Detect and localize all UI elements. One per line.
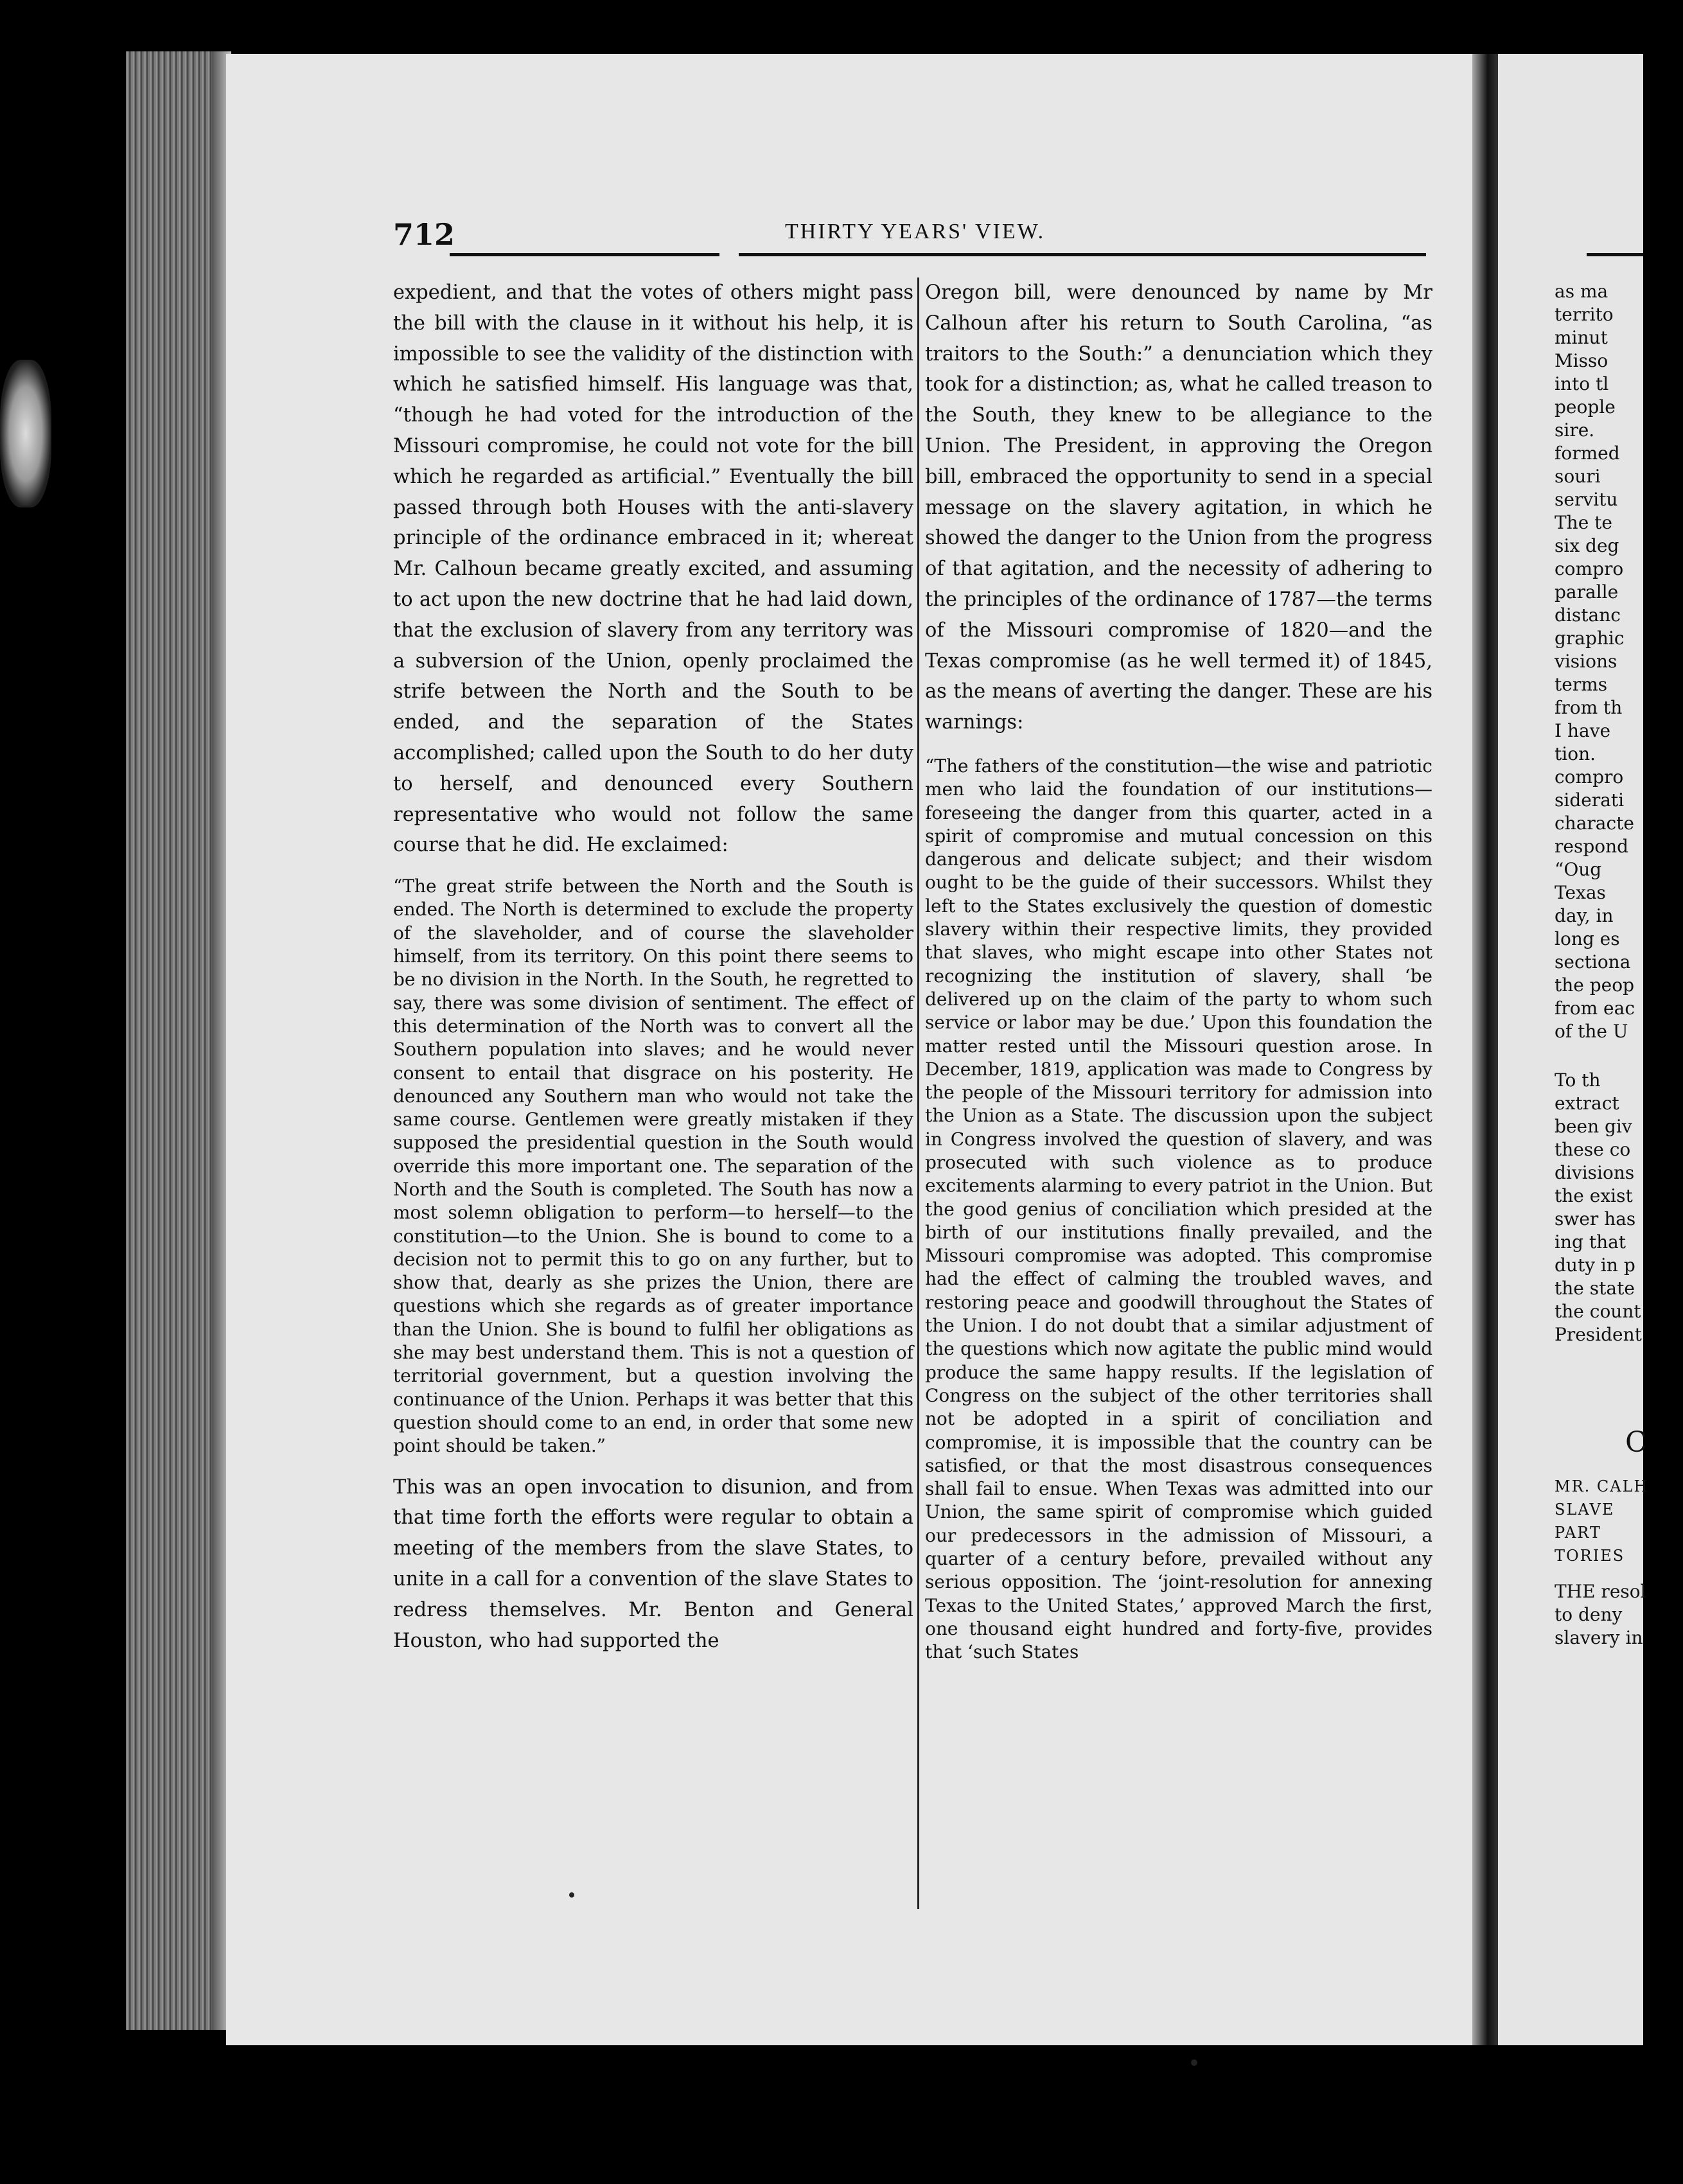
facing-page-line: as ma (1555, 281, 1608, 302)
facing-page-line: graphic (1555, 628, 1625, 649)
facing-page-line: formed (1555, 443, 1620, 464)
page-stain (0, 360, 51, 507)
book-binding-edge (126, 51, 222, 2030)
facing-page-line: sire. (1555, 419, 1595, 441)
middle-column (925, 277, 1432, 1664)
facing-page-line: TORIES (1555, 1547, 1625, 1565)
block-quote: “The fathers of the constitution—the wise and patriotic men who laid the foundation of our institutions—foreseeing the danger from this quarter, acted in a spirit of compromise and mutual concession on this dangerous and delicate subject; and their wisdom ought to be the guide of their successors. Whilst they left to the States exclusively the question of domestic slavery within their respective limits, they provided that slaves, who might escape into other States not recognizing the institution of slavery, shall ‘be delivered up on the claim of the party to whom such service or labor may be due.’ Upon this foundation the matter rested until the Missouri question arose. In December, 1819, application was made to Congress by the people of the Missouri territory for admission into the Union as a State. The discussion upon the subject in Congress involved the question of slavery, and was prosecuted with such violence as to produce excitements alarming to every patriot in the Union. But the good genius of conciliation which presided at the birth of our institutions finally prevailed, and the Missouri compromise was adopted. This compromise had the effect of calming the troubled waves, and restoring peace and goodwill throughout the States of the Union. I do not doubt that a similar adjustment of the questions which now agitate the public mind would produce the same happy results. If the legislation of Congress on the subject of the other territories shall not be adopted in a spirit of conciliation and compromise, it is impossible that the country can be satisfied, or that the most disastrous consequences shall fail to ensue. When Texas was admitted into our Union, the same spirit of compromise which guided our predecessors in the admission of Missouri, a quarter of a century before, prevailed without any serious opposition. The ‘joint-resolution for annexing Texas to the United States,’ approved March the first, one thousand eight hundred and forty-five, provides that ‘such States (925, 755, 1432, 1663)
speck (569, 1892, 574, 1898)
facing-page-line: characte (1555, 813, 1634, 834)
facing-page-line: the peop (1555, 974, 1635, 996)
body-paragraph: This was an open invocation to disunion, and from that time forth the efforts were regular to obtain a meeting of the members from the slave States, to unite in a call for a convention of the slave States to redress themselves. Mr. Benton and General Houston, who had supported the (393, 1475, 913, 1652)
facing-page-line: swer has (1555, 1208, 1636, 1229)
facing-page-line: I have (1555, 720, 1611, 741)
facing-page-line: the state (1555, 1278, 1635, 1299)
facing-page-line: to deny (1555, 1604, 1623, 1625)
facing-page-line: been giv (1555, 1116, 1632, 1137)
facing-page-line: these co (1555, 1139, 1631, 1160)
facing-page-line: into tl (1555, 373, 1609, 394)
page-gutter (1472, 54, 1498, 2045)
facing-page-line: SLAVE (1555, 1501, 1615, 1519)
left-column (393, 277, 913, 1656)
speck (1191, 2059, 1197, 2066)
facing-page-line: MR. CALH (1555, 1477, 1649, 1495)
facing-page-line: the count (1555, 1301, 1641, 1322)
facing-page-line: day, in (1555, 905, 1614, 926)
facing-page-line: from eac (1555, 998, 1635, 1019)
facing-page-line: THE resol (1555, 1581, 1646, 1602)
facing-page-line: of the U (1555, 1021, 1628, 1042)
facing-page-line: long es (1555, 928, 1620, 949)
facing-page-rule (1587, 253, 1643, 256)
facing-page-line: distanc (1555, 604, 1621, 626)
facing-page-line: “Oug (1555, 859, 1602, 880)
facing-page-line: the exist (1555, 1185, 1633, 1206)
running-title: THIRTY YEARS' VIEW. (785, 220, 1046, 243)
facing-page-line: terms (1555, 674, 1608, 695)
facing-page-line: compro (1555, 766, 1624, 788)
header-rule (739, 253, 1426, 256)
facing-page-line: servitu (1555, 489, 1618, 510)
facing-page-line: ing that (1555, 1231, 1626, 1253)
facing-page-line: sectiona (1555, 951, 1631, 973)
body-paragraph: expedient, and that the votes of others might pass the bill with the clause in it without his help, it is impossible to see the validity of the distinction with which he satisfied himself. His language was that, “though he had voted for the introduction of the Missouri compromise, he could not vote for the bill which he regarded as artificial.” Eventually the bill passed through both Houses with the anti-slavery principle of the ordinance embraced in it; whereat Mr. Calhoun became greatly excited, and assuming to act upon the new doctrine that he had laid down, that the exclusion of slavery from any territory was a subversion of the Union, openly proclaimed the strife between the North and the South to be ended, and the separation of the States accomplished; called upon the South to do her duty to herself, and denounced every Southern representative who would not follow the same course that he did. He exclaimed: (393, 281, 913, 857)
chapter-heading: C (1625, 1426, 1647, 1459)
facing-page-line: divisions (1555, 1162, 1635, 1183)
facing-page-line: slavery in (1555, 1627, 1643, 1648)
facing-page-line: respond (1555, 836, 1629, 857)
header-rule (450, 253, 719, 256)
block-quote: “The great strife between the North and the South is ended. The North is determined to exclude the property of the slaveholder, and of course the slaveholder himself, from its territory. On this point there seems to be no division in the North. In the South, he regretted to say, there was some division of sentiment. The effect of this determination of the North was to convert all the Southern population into slaves; and he would never consent to entail that disgrace on his posterity. He denounced any Southern man who would not take the same course. Gentlemen were greatly mistaken if they supposed the presidential question in the South would override this more important one. The separation of the North and the South is completed. The South has now a most solemn obligation to perform—to herself—to the constitution—to the Union. She is bound to come to a decision not to permit this to go on any further, but to show that, dearly as she prizes the Union, there are questions which she regards as of greater importance than the Union. She is bound to fulfil her obligations as she may best understand them. This is not a question of territorial government, but a question involving the continuance of the Union. Perhaps it was better that this question should come to an end, in order that some new point should be taken.” (393, 876, 913, 1457)
facing-page-line: To th (1555, 1070, 1601, 1091)
facing-page-line: President (1555, 1324, 1642, 1345)
facing-page-line: Misso (1555, 350, 1608, 371)
facing-page-line: extract (1555, 1093, 1619, 1114)
facing-page-line: minut (1555, 327, 1608, 348)
facing-page-line: people (1555, 396, 1616, 418)
facing-page-block (1555, 280, 1683, 1043)
facing-page-text (1555, 280, 1683, 1650)
facing-page-line: siderati (1555, 789, 1625, 811)
facing-page-line: PART (1555, 1524, 1601, 1542)
facing-page-block (1555, 1580, 1683, 1650)
facing-page-line: duty in p (1555, 1255, 1635, 1276)
facing-page-line: paralle (1555, 581, 1619, 603)
facing-page-line: The te (1555, 512, 1613, 533)
facing-page-line: tion. (1555, 743, 1596, 764)
facing-page-line: from th (1555, 697, 1623, 718)
facing-page-block (1555, 1069, 1683, 1346)
facing-page-line: six deg (1555, 535, 1619, 556)
facing-page-line: compro (1555, 558, 1624, 579)
body-paragraph: Oregon bill, were denounced by name by Mr Calhoun after his return to South Carolina, “as traitors to the South:” a denunciation which they took for a distinction; as, what he called treason to the South, they knew to be allegiance to the Union. The President, in approving the Oregon bill, embraced the opportunity to send in a special message on the slavery agitation, in which he showed the danger to the Union from the progress of that agitation, and the necessity of adhering to the principles of the ordinance of 1787—the terms of the Missouri compromise of 1820—and the Texas compromise (as he well termed it) of 1845, as the means of averting the danger. These are his warnings: (925, 281, 1432, 734)
facing-page-line: visions (1555, 651, 1617, 672)
chapter-summary (1555, 1475, 1683, 1567)
facing-page-line: souri (1555, 466, 1601, 487)
page-number: 712 (393, 217, 455, 252)
column-divider (917, 277, 919, 1909)
facing-page-line: Texas (1555, 882, 1606, 903)
facing-page-line: territo (1555, 304, 1614, 325)
